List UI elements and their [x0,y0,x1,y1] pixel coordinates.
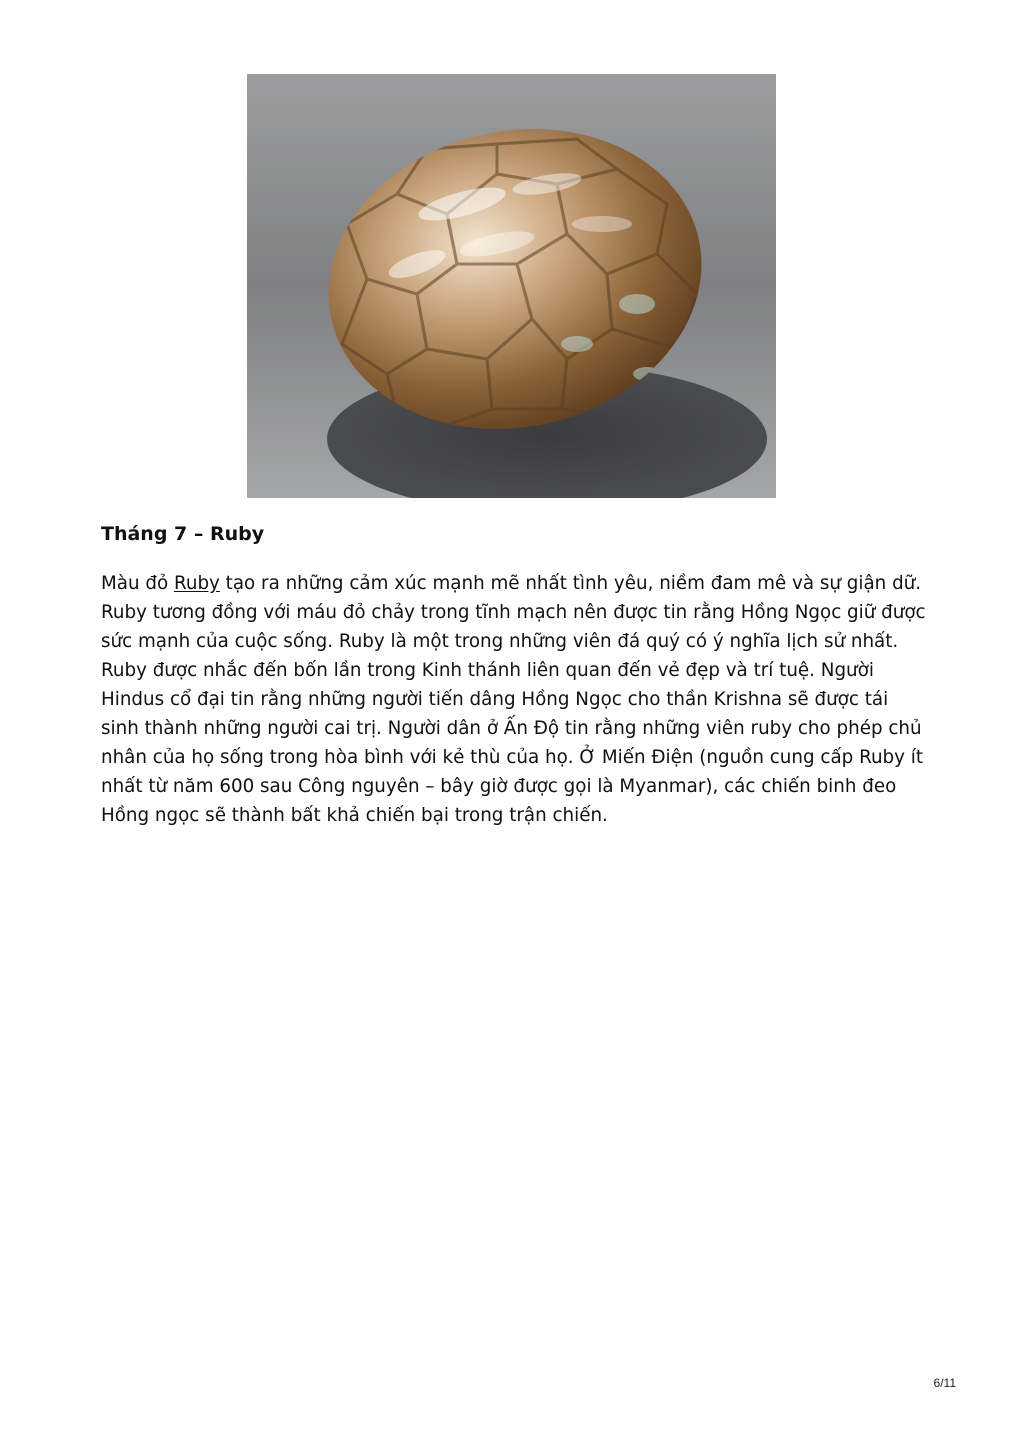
ruby-link[interactable]: Ruby [173,573,220,594]
section-heading: Tháng 7 – Ruby [101,523,265,545]
ruby-paragraph [101,569,931,830]
paragraph-body: tạo ra những cảm xúc mạnh mẽ nhất tình yêu, niềm đam mê và sự giận dữ. Ruby tương đồng với máu đỏ chảy trong tĩnh mạch nên được tin rằng Hồng Ngọc giữ được sức mạnh của cuộc sống. Ruby là một trong những viên đá quý có ý nghĩa lịch sử nhất. Ruby được nhắc đến bốn lần trong Kinh thánh liên quan đến vẻ đẹp và trí tuệ. Người Hindus cổ đại tin rằng những người tiến dâng Hồng Ngọc cho thần Krishna sẽ được tái sinh thành những người cai trị. Người dân ở Ấn Độ tin rằng những viên ruby cho phép chủ nhân của họ sống trong hòa bình với kẻ thù của họ. Ở Miến Điện (nguồn cung cấp Ruby ít nhất từ năm 600 sau Công nguyên – bây giờ được gọi là Myanmar), các chiến binh đeo Hồng ngọc sẽ thành bất khả chiến bại trong trận chiến. [101,573,926,826]
faceted-pearl-image [247,74,776,498]
paragraph-intro: Màu đỏ [101,573,174,594]
page-number: 6/11 [933,1376,956,1390]
